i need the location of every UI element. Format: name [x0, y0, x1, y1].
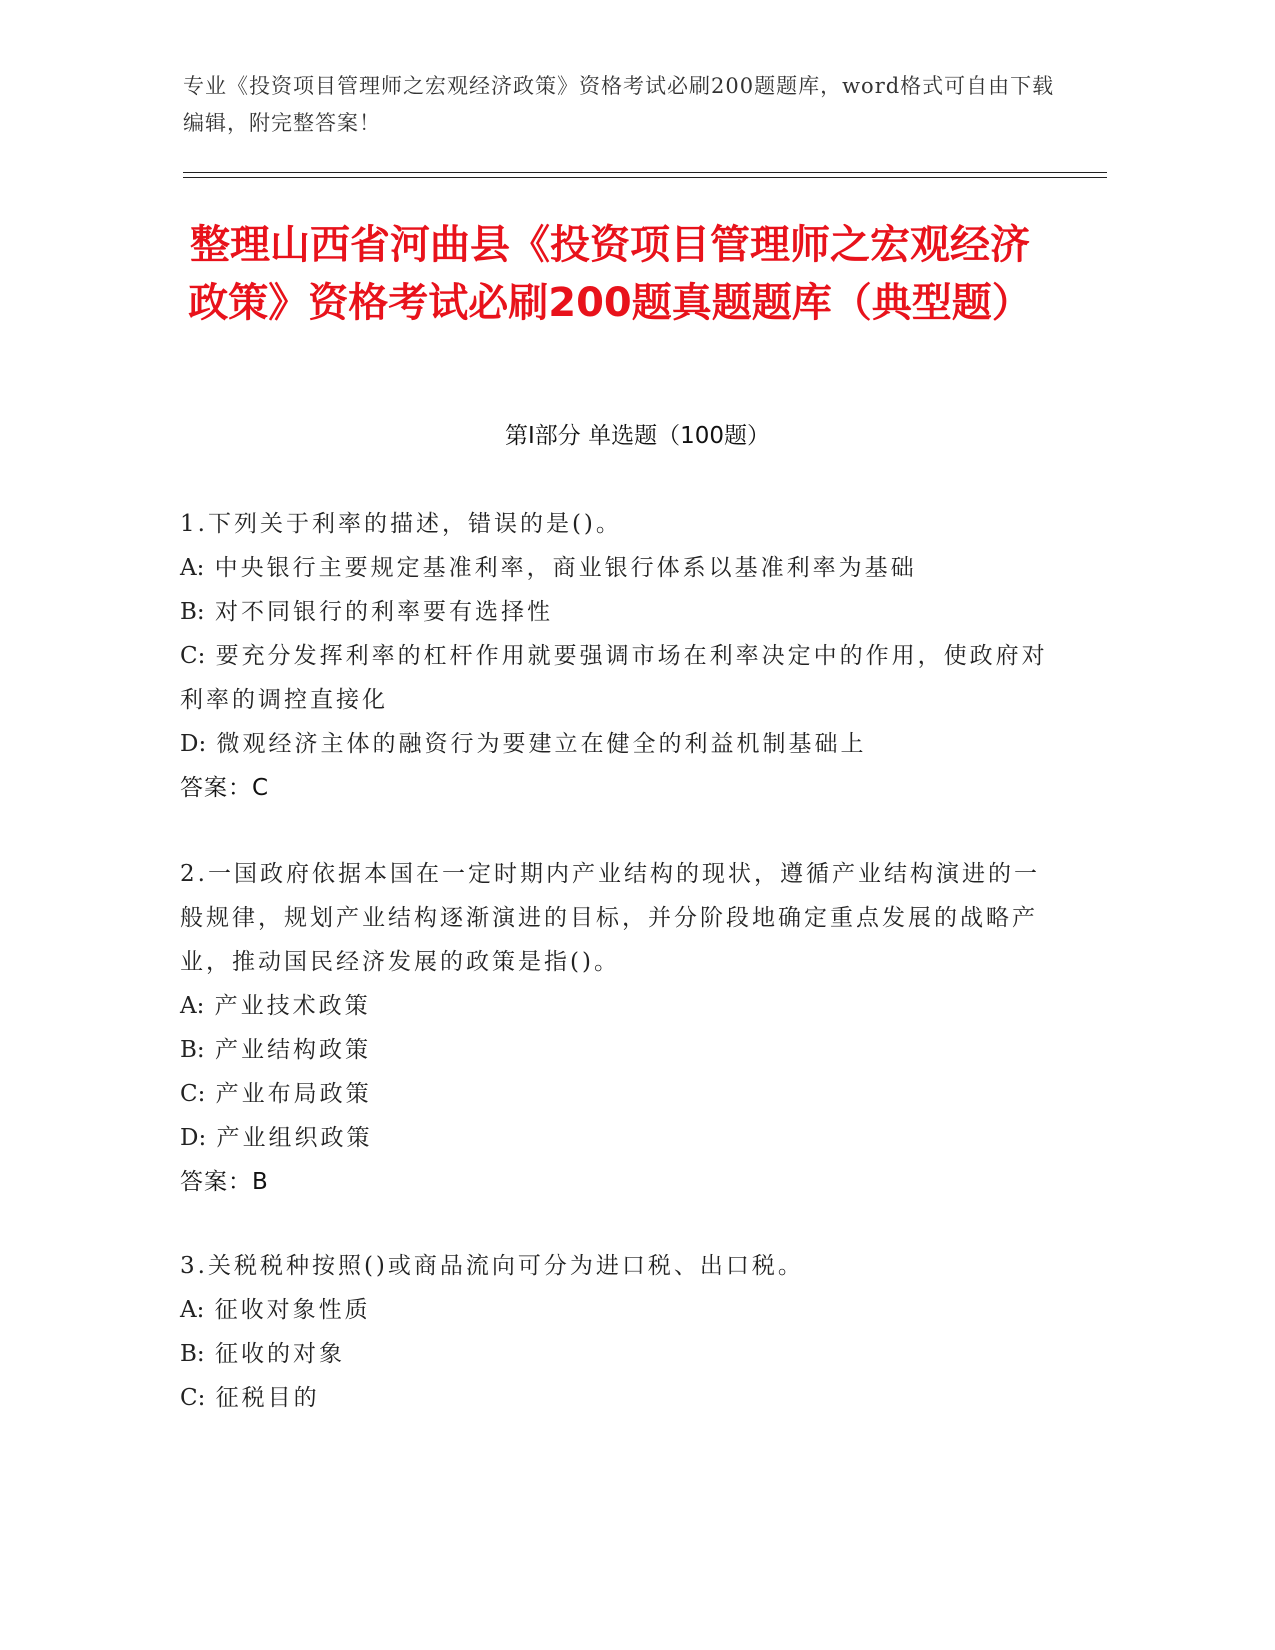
option-b [180, 590, 1050, 634]
option-a [180, 546, 1050, 590]
header-divider-bottom [183, 177, 1107, 178]
option-c [180, 634, 1050, 722]
option-text: 微观经济主体的融资行为要建立在健全的利益机制基础上 [216, 731, 867, 757]
option-text: 中央银行主要规定基准利率，商业银行体系以基准利率为基础 [214, 555, 917, 581]
question-text: 3.关税税种按照()或商品流向可分为进口税、出口税。 [180, 1253, 804, 1279]
answer-label: 答案：B [180, 1169, 269, 1195]
option-text: 征税目的 [215, 1385, 320, 1411]
option-text: 产业布局政策 [215, 1081, 372, 1107]
question-text: 1.下列关于利率的描述，错误的是()。 [180, 511, 622, 537]
option-c [180, 1376, 1050, 1420]
option-letter: B: [180, 1341, 205, 1367]
option-d [180, 1116, 1050, 1160]
question-3 [180, 1244, 1050, 1420]
option-d [180, 722, 1050, 766]
answer-label: 答案：C [180, 775, 270, 801]
option-text: 对不同银行的利率要有选择性 [214, 599, 553, 625]
option-text: 征收对象性质 [214, 1297, 371, 1323]
option-letter: A: [180, 555, 205, 581]
question-text: 2.一国政府依据本国在一定时期内产业结构的现状，遵循产业结构演进的一般规律，规划产业结构逐渐演进的目标，并分阶段地确定重点发展的战略产业，推动国民经济发展的政策是指()。 [180, 861, 1040, 975]
option-text: 要充分发挥利率的杠杆作用就要强调市场在利率决定中的作用，使政府对利率的调控直接化 [180, 643, 1048, 713]
option-letter: C: [180, 1385, 206, 1411]
header-note: 专业《投资项目管理师之宏观经济政策》资格考试必刷200题题库，word格式可自由下载编辑，附完整答案！ [183, 74, 1055, 135]
question-2 [180, 852, 1050, 1204]
section-heading: 第Ⅰ部分 单选题（100题） [505, 423, 770, 449]
option-text: 产业结构政策 [214, 1037, 371, 1063]
option-text: 产业技术政策 [214, 993, 371, 1019]
option-letter: D: [180, 1125, 207, 1151]
option-text: 产业组织政策 [216, 1125, 373, 1151]
option-a [180, 1288, 1050, 1332]
document-title: 整理山西省河曲县《投资项目管理师之宏观经济政策》资格考试必刷200题真题题库（典型题） [188, 222, 1032, 326]
option-letter: B: [180, 1037, 205, 1063]
option-letter: C: [180, 643, 206, 669]
option-letter: A: [180, 1297, 205, 1323]
option-letter: B: [180, 599, 205, 625]
option-letter: D: [180, 731, 207, 757]
option-c [180, 1072, 1050, 1116]
option-letter: C: [180, 1081, 206, 1107]
option-text: 征收的对象 [214, 1341, 345, 1367]
option-b [180, 1028, 1050, 1072]
header-divider-top [183, 172, 1107, 173]
option-b [180, 1332, 1050, 1376]
question-1 [180, 502, 1050, 810]
option-a [180, 984, 1050, 1028]
option-letter: A: [180, 993, 205, 1019]
